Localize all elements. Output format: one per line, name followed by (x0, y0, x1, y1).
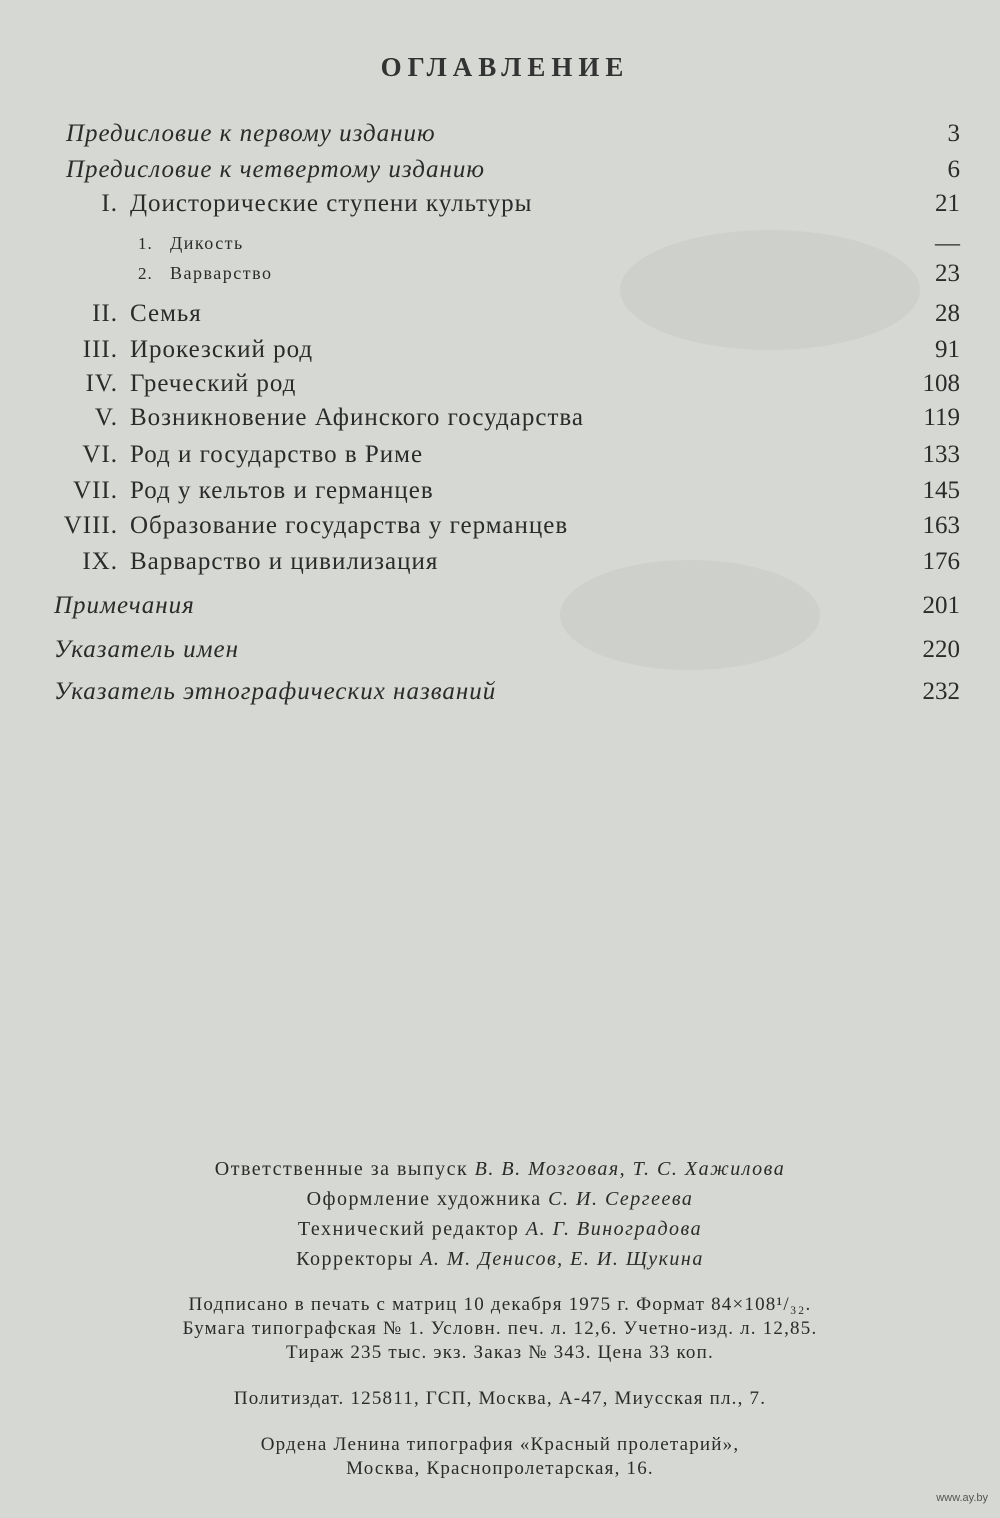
toc-entry (0, 230, 1000, 264)
toc-page-number: 6 (947, 156, 960, 183)
toc-page-number: 21 (935, 190, 960, 217)
credits-role: Ответственные за выпуск (214, 1158, 469, 1180)
toc-chapter-number: V. (94, 404, 118, 431)
toc-entry-title: Указатель этнографических названий (54, 678, 497, 705)
toc-section-number: 2. (138, 264, 153, 283)
toc-entry-title: Указатель имен (54, 636, 240, 663)
credits-role: Технический редактор (297, 1218, 520, 1240)
toc-page-number: 108 (922, 370, 960, 397)
toc-entry-title: Варварство и цивилизация (130, 548, 439, 575)
toc-entry (0, 477, 1000, 511)
toc-chapter-number: IX. (82, 548, 118, 575)
toc-page-number: 23 (935, 260, 960, 287)
toc-page-number: — (935, 230, 960, 257)
imprint-line-1: Подписано в печать с матриц 10 декабря 1975 г. Формат 84×108¹/₃₂. (188, 1294, 812, 1315)
toc-chapter-number: VIII. (63, 512, 118, 539)
toc-entry-title: Ирокезский род (130, 336, 314, 363)
toc-page-number: 119 (923, 404, 960, 431)
toc-page-number: 201 (922, 592, 960, 619)
toc-page-number: 176 (922, 548, 960, 575)
toc-chapter-number: VII. (73, 477, 118, 504)
toc-entry-title: Образование государства у германцев (130, 512, 569, 539)
toc-entry (0, 156, 1000, 190)
toc-entry-title: Род у кельтов и германцев (130, 477, 434, 504)
page-title: ОГЛАВЛЕНИЕ (380, 52, 630, 82)
toc-chapter-number: IV. (85, 370, 118, 397)
credits-names: С. И. Сергеева (548, 1188, 694, 1210)
toc-page-number: 91 (935, 336, 960, 363)
toc-chapter-number: II. (92, 300, 118, 327)
toc-page-number: 3 (947, 120, 960, 147)
toc-entry-title: Дикость (170, 233, 244, 253)
toc-entry (0, 300, 1000, 334)
toc-entry (0, 120, 1000, 154)
toc-section-number: 1. (138, 234, 153, 253)
toc-entry-title: Предисловие к четвертому изданию (66, 156, 485, 183)
imprint-line-4: Политиздат. 125811, ГСП, Москва, А-47, Миусская пл., 7. (233, 1388, 767, 1409)
toc-entry (0, 441, 1000, 475)
toc-entry-title: Варварство (170, 263, 273, 283)
credits-line-3 (0, 1218, 1000, 1241)
toc-entry-title: Греческий род (130, 370, 297, 397)
credits-line-2 (0, 1188, 1000, 1211)
toc-entry (0, 370, 1000, 404)
toc-entry (0, 548, 1000, 582)
toc-entry (0, 404, 1000, 438)
watermark: www.ay.by (936, 1492, 988, 1504)
imprint-line-5: Ордена Ленина типография «Красный пролетарий», (260, 1434, 740, 1455)
credits-line-4 (0, 1248, 1000, 1271)
toc-page-number: 232 (922, 678, 960, 705)
toc-entry (0, 592, 1000, 626)
toc-entry (0, 678, 1000, 712)
toc-entry (0, 190, 1000, 224)
toc-chapter-number: I. (101, 190, 118, 217)
toc-entry (0, 260, 1000, 294)
toc-entry (0, 512, 1000, 546)
toc-chapter-number: VI. (82, 441, 118, 468)
imprint-line-6: Москва, Краснопролетарская, 16. (346, 1458, 654, 1479)
toc-page-number: 145 (922, 477, 960, 504)
credits-names: В. В. Мозговая, Т. С. Хажилова (474, 1158, 786, 1180)
toc-entry-title: Предисловие к первому изданию (66, 120, 436, 147)
toc-page-number: 220 (922, 636, 960, 663)
credits-names: А. М. Денисов, Е. И. Щукина (420, 1248, 704, 1270)
toc-entry-title: Возникновение Афинского государства (130, 404, 584, 431)
toc-entry (0, 336, 1000, 370)
toc-entry (0, 636, 1000, 670)
imprint-line-2: Бумага типографская № 1. Условн. печ. л. 12,6. Учетно-изд. л. 12,85. (182, 1318, 818, 1339)
credits-names: А. Г. Виноградова (525, 1218, 703, 1240)
toc-page-number: 28 (935, 300, 960, 327)
credits-line-1 (0, 1158, 1000, 1181)
toc-page-number: 163 (922, 512, 960, 539)
toc-entry-title: Примечания (54, 592, 195, 619)
toc-entry-title: Род и государство в Риме (130, 441, 424, 468)
toc-entry-title: Семья (130, 300, 202, 327)
credits-role: Оформление художника (306, 1188, 542, 1210)
imprint-line-3: Тираж 235 тыс. экз. Заказ № 343. Цена 33 коп. (286, 1342, 714, 1363)
toc-chapter-number: III. (82, 336, 118, 363)
toc-page-number: 133 (922, 441, 960, 468)
toc-entry-title: Доисторические ступени культуры (130, 190, 533, 217)
credits-role: Корректоры (296, 1248, 414, 1270)
